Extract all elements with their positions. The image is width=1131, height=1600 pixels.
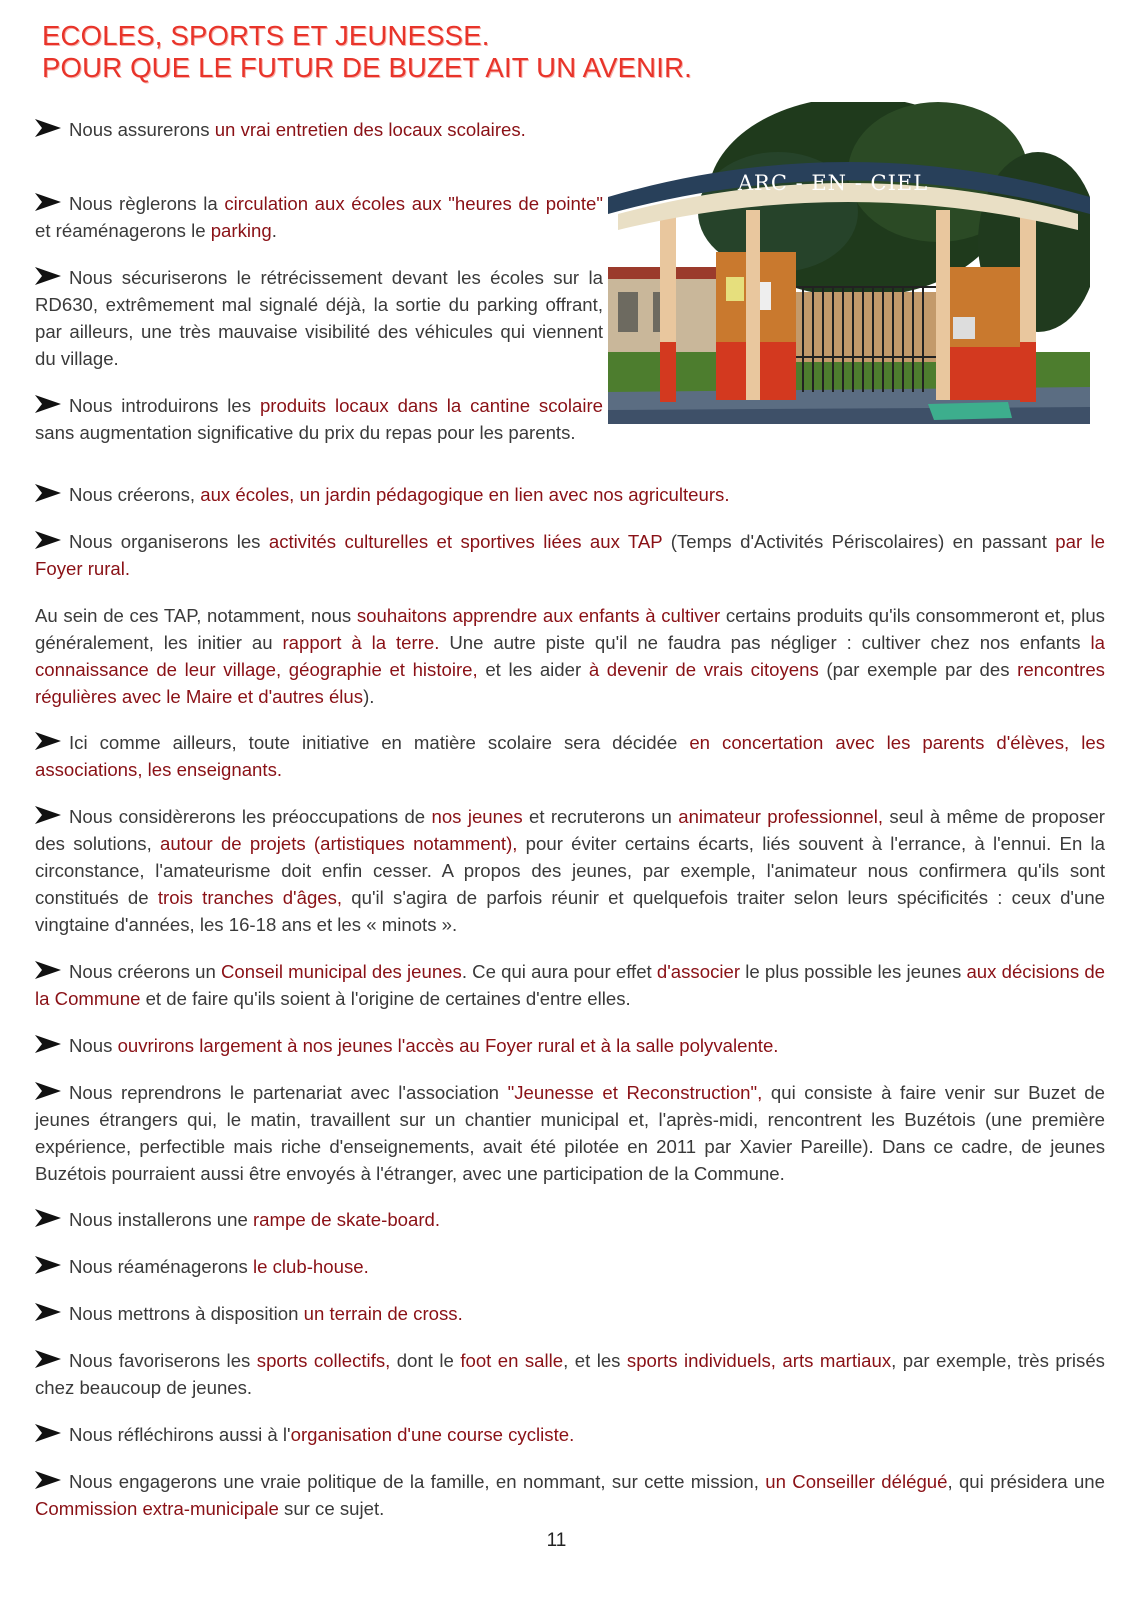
bullet-arrow-icon — [35, 484, 61, 502]
highlight-text: trois tranches d'âges, — [157, 887, 343, 908]
bullet-arrow-icon — [35, 119, 61, 137]
body-text: Nous installerons une — [69, 1209, 253, 1230]
body-text: , et les — [563, 1350, 627, 1371]
paragraph — [35, 1468, 1105, 1522]
body-text: Nous organiserons les — [69, 531, 269, 552]
paragraph — [35, 190, 603, 244]
paragraph — [35, 1079, 1105, 1187]
body-text: qu'il s'agira de parfois réunir et quelquefois traiter selon leurs spécificités : ceux d'une vingtaine d'années, les 16-18 ans et les « minots ». — [35, 887, 1106, 935]
body-text: Nous engagerons une vraie politique de la famille, en nommant, sur cette mission, — [69, 1471, 766, 1492]
body-text: Nous introduirons les — [69, 395, 260, 416]
body-text: Nous reprendrons le partenariat avec l'association — [69, 1082, 508, 1103]
body-text: dont le — [390, 1350, 461, 1371]
body-text: (par exemple par des — [818, 659, 1018, 680]
highlight-text: un Conseiller délégué — [765, 1471, 948, 1492]
body-text: , qui présidera une — [947, 1471, 1105, 1492]
paragraph — [35, 1347, 1105, 1401]
highlight-text: aux écoles, un jardin pédagogique en lien avec nos agriculteurs. — [200, 484, 730, 505]
highlight-text: par le Foyer rural. — [35, 531, 1106, 579]
body-text: Nous — [69, 1035, 118, 1056]
body-text: le plus possible les jeunes — [740, 961, 967, 982]
highlight-text: foot en salle — [460, 1350, 564, 1371]
highlight-text: parking — [210, 220, 272, 241]
highlight-text: organisation d'une course cycliste. — [290, 1424, 575, 1445]
highlight-text: la connaissance de leur village, géographie et histoire, — [35, 632, 1106, 680]
body-text: Nous sécuriserons le rétrécissement devant les écoles sur la RD630, extrêmement mal signalé déjà, la sortie du parking offrant, par ailleurs, une très mauvaise visibilité des véhicules qui viennent du village. — [35, 267, 603, 369]
highlight-text: rencontres régulières avec le Maire et d'autres élus — [35, 659, 1105, 707]
body-text: Nous créerons un — [69, 961, 221, 982]
body-text: Nous réaménagerons — [69, 1256, 253, 1277]
paragraph — [35, 1300, 1105, 1327]
body-text: seul à même de proposer des solutions, — [35, 806, 1105, 854]
highlight-text: à devenir de vrais citoyens — [588, 659, 819, 680]
bullet-arrow-icon — [35, 1082, 61, 1100]
body-text: Nous mettrons à disposition — [69, 1303, 304, 1324]
highlight-text: sports collectifs, — [256, 1350, 391, 1371]
highlight-text: sports individuels, arts martiaux — [626, 1350, 892, 1371]
paragraph — [35, 1032, 1105, 1059]
highlight-text: souhaitons apprendre aux enfants à cultiver — [356, 605, 721, 626]
paragraph — [35, 528, 1105, 582]
bullet-arrow-icon — [35, 806, 61, 824]
body-text: ). — [363, 686, 375, 707]
paragraph — [35, 803, 1105, 938]
body-text: et les aider — [477, 659, 589, 680]
body-text: Nous assurerons — [69, 119, 215, 140]
highlight-text: le club-house. — [252, 1256, 369, 1277]
bullet-arrow-icon — [35, 1035, 61, 1053]
body-text: , par exemple, très prisés chez beaucoup de jeunes. — [35, 1350, 1105, 1398]
body-text: Nous créerons, — [69, 484, 201, 505]
body-text: Nous favoriserons les — [69, 1350, 257, 1371]
paragraph — [35, 1206, 1105, 1233]
highlight-text: un vrai entretien des locaux scolaires. — [214, 119, 526, 140]
paragraph — [35, 1421, 1105, 1448]
body-text: et recruterons un — [522, 806, 679, 827]
body-text: Nous règlerons la — [69, 193, 225, 214]
body-text: certains produits qu'ils consommeront et, plus généralement, les initier au — [35, 605, 1105, 653]
highlight-text: animateur professionnel, — [678, 806, 884, 827]
paragraph — [35, 264, 603, 372]
bullet-arrow-icon — [35, 1471, 61, 1489]
bullet-arrow-icon — [35, 1303, 61, 1321]
page-number: 11 — [546, 1530, 567, 1551]
title-line-1: ECOLES, SPORTS ET JEUNESSE. — [42, 20, 490, 51]
paragraph — [35, 392, 603, 446]
paragraph — [35, 602, 1105, 710]
highlight-text: Conseil municipal des jeunes — [220, 961, 462, 982]
highlight-text: nos jeunes — [431, 806, 523, 827]
body-text: et de faire qu'ils soient à l'origine de certaines d'entre elles. — [140, 988, 631, 1009]
highlight-text: activités culturelles et sportives liées aux TAP — [268, 531, 663, 552]
bullet-arrow-icon — [35, 961, 61, 979]
bullet-arrow-icon — [35, 1256, 61, 1274]
bullet-arrow-icon — [35, 531, 61, 549]
highlight-text: ouvrirons largement à nos jeunes l'accès au Foyer rural et à la salle polyvalente. — [117, 1035, 779, 1056]
body-text: sans augmentation significative du prix du repas pour les parents. — [35, 422, 576, 443]
page-title — [42, 20, 692, 84]
body-text: Au sein de ces TAP, notamment, nous — [35, 605, 357, 626]
highlight-text: rapport à la terre. — [282, 632, 440, 653]
highlight-text: produits locaux dans la cantine scolaire — [259, 395, 603, 416]
paragraph — [35, 729, 1105, 783]
paragraph — [35, 1253, 1105, 1280]
highlight-text: rampe de skate-board. — [252, 1209, 441, 1230]
highlight-text: d'associer — [656, 961, 741, 982]
school-entrance-photo — [608, 102, 1090, 424]
paragraph — [35, 116, 603, 143]
bullet-arrow-icon — [35, 1350, 61, 1368]
title-line-2: POUR QUE LE FUTUR DE BUZET AIT UN AVENIR. — [42, 52, 692, 83]
bullet-arrow-icon — [35, 1424, 61, 1442]
body-text: Une autre piste qu'il ne faudra pas négliger : cultiver chez nos enfants — [439, 632, 1091, 653]
body-text: sur ce sujet. — [278, 1498, 385, 1519]
body-text: Nous réfléchirons aussi à l' — [69, 1424, 291, 1445]
bullet-arrow-icon — [35, 395, 61, 413]
body-text: et réaménagerons le — [35, 220, 211, 241]
paragraph — [35, 481, 1105, 508]
highlight-text: en concertation avec les parents d'élèves, les associations, les enseignants. — [35, 732, 1106, 780]
photo-sign-text: ARC - EN - CIEL — [737, 171, 929, 195]
highlight-text: autour de projets (artistiques notamment), — [160, 833, 518, 854]
highlight-text: Commission extra-municipale — [35, 1498, 279, 1519]
body-text: qui consiste à faire venir sur Buzet de jeunes étrangers qui, le matin, travaillent sur un chantier municipal et, l'après-midi, rencontrent les Buzétois (une première expérience, perfectible mais riche d'enseignements, avait été pilotée en 2011 par Xavier Pareille). Dans ce cadre, de jeunes Buzétois pourraient aussi être envoyés à l'étranger, avec une participation de la Commune. — [35, 1082, 1105, 1184]
highlight-text: un terrain de cross. — [303, 1303, 463, 1324]
highlight-text: "Jeunesse et Reconstruction", — [507, 1082, 763, 1103]
bullet-arrow-icon — [35, 193, 61, 211]
bullet-arrow-icon — [35, 267, 61, 285]
body-text: (Temps d'Activités Périscolaires) en passant — [662, 531, 1056, 552]
body-text: . Ce qui aura pour effet — [461, 961, 657, 982]
body-text: pour éviter certains écarts, liés souvent à l'errance, à l'ennui. En la circonstance, l'amateurisme doit enfin cesser. A propos des jeunes, par exemple, l'animateur nous confirmera qu'ils sont constitués de — [35, 833, 1105, 908]
highlight-text: circulation aux écoles aux "heures de pointe" — [224, 193, 603, 214]
paragraph — [35, 958, 1105, 1012]
highlight-text: aux décisions de la Commune — [35, 961, 1105, 1009]
bullet-arrow-icon — [35, 732, 61, 750]
body-text: . — [271, 220, 277, 241]
body-text: Nous considèrerons les préoccupations de — [69, 806, 432, 827]
body-text: Ici comme ailleurs, toute initiative en matière scolaire sera décidée — [69, 732, 690, 753]
bullet-arrow-icon — [35, 1209, 61, 1227]
